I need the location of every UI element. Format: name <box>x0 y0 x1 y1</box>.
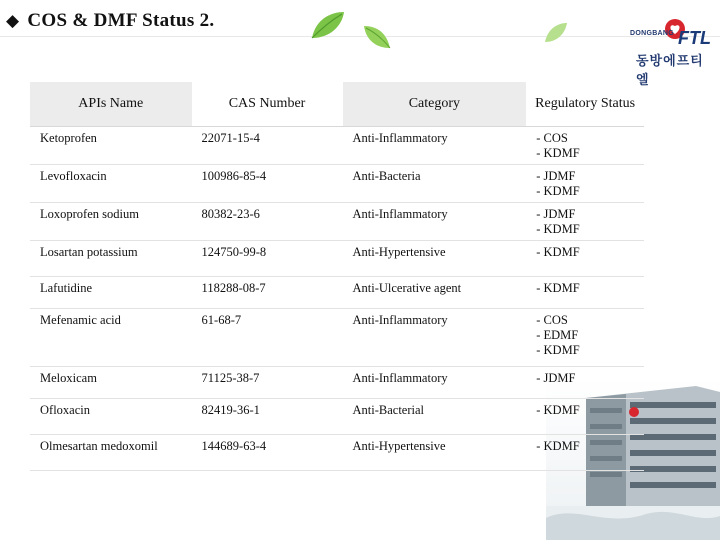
category-cell: Anti-Hypertensive <box>343 435 527 471</box>
logo-brand-kr: 동방에프티엘 <box>636 54 704 88</box>
status-entry: - JDMF <box>536 207 576 221</box>
api-name-cell: Levofloxacin <box>30 165 192 203</box>
api-name-cell: Mefenamic acid <box>30 309 192 367</box>
logo-brand-ftl: FTL <box>678 28 711 48</box>
cas-number-cell: 144689-63-4 <box>192 435 343 471</box>
status-entry: - KDMF <box>536 403 580 417</box>
status-entry: - COS <box>536 313 568 327</box>
table-header-row <box>30 82 644 127</box>
table-row <box>30 203 644 241</box>
status-entry: - KDMF <box>536 245 580 259</box>
header-apis-name: APIs Name <box>30 82 192 127</box>
status-entry: - COS <box>536 131 568 145</box>
leaf-icon <box>308 8 348 44</box>
category-cell: Anti-Bacteria <box>343 165 527 203</box>
regulatory-status-cell <box>526 127 644 165</box>
category-cell: Anti-Inflammatory <box>343 127 527 165</box>
table-row <box>30 165 644 203</box>
category-cell: Anti-Inflammatory <box>343 203 527 241</box>
diamond-bullet-icon: ◆ <box>6 11 20 30</box>
category-cell: Anti-Hypertensive <box>343 241 527 277</box>
cas-number-cell: 61-68-7 <box>192 309 343 367</box>
api-name-cell: Ofloxacin <box>30 399 192 435</box>
status-entry: - JDMF <box>536 169 576 183</box>
table-row <box>30 399 644 435</box>
status-entry: - KDMF <box>536 146 580 160</box>
api-name-cell: Ketoprofen <box>30 127 192 165</box>
header-regulatory-status: Regulatory Status <box>526 82 644 127</box>
cas-number-cell: 100986-85-4 <box>192 165 343 203</box>
category-cell: Anti-Inflammatory <box>343 367 527 399</box>
api-name-cell: Olmesartan medoxomil <box>30 435 192 471</box>
category-cell: Anti-Inflammatory <box>343 309 527 367</box>
api-name-cell: Meloxicam <box>30 367 192 399</box>
status-entry: - KDMF <box>536 343 580 357</box>
cas-number-cell: 71125-38-7 <box>192 367 343 399</box>
cas-number-cell: 80382-23-6 <box>192 203 343 241</box>
regulatory-status-cell <box>526 165 644 203</box>
regulatory-status-cell <box>526 399 644 435</box>
regulatory-status-cell <box>526 203 644 241</box>
status-entry: - KDMF <box>536 222 580 236</box>
header-category: Category <box>343 82 527 127</box>
slide-title-text: COS & DMF Status 2. <box>27 10 215 31</box>
status-entry: - KDMF <box>536 184 580 198</box>
header-cas-number: CAS Number <box>192 82 343 127</box>
status-entry: - KDMF <box>536 281 580 295</box>
status-entry: - JDMF <box>536 371 576 385</box>
table-row <box>30 277 644 309</box>
regulatory-status-cell <box>526 435 644 471</box>
category-cell: Anti-Ulcerative agent <box>343 277 527 309</box>
regulatory-status-cell <box>526 367 644 399</box>
cos-dmf-table <box>30 82 644 471</box>
cas-number-cell: 124750-99-8 <box>192 241 343 277</box>
cas-number-cell: 82419-36-1 <box>192 399 343 435</box>
api-name-cell: Loxoprofen sodium <box>30 203 192 241</box>
cas-number-cell: 118288-08-7 <box>192 277 343 309</box>
cas-number-cell: 22071-15-4 <box>192 127 343 165</box>
table-row <box>30 367 644 399</box>
leaf-icon <box>542 20 570 46</box>
table-row <box>30 127 644 165</box>
regulatory-status-cell <box>526 277 644 309</box>
regulatory-status-cell <box>526 241 644 277</box>
slide-title <box>6 10 214 32</box>
table-row <box>30 309 644 367</box>
category-cell: Anti-Bacterial <box>343 399 527 435</box>
table-row <box>30 435 644 471</box>
logo-brand-en: DONGBANG <box>630 30 675 37</box>
regulatory-status-cell <box>526 309 644 367</box>
status-entry: - KDMF <box>536 439 580 453</box>
leaf-icon <box>360 22 394 52</box>
status-entry: - EDMF <box>536 328 579 342</box>
table-row <box>30 241 644 277</box>
api-name-cell: Lafutidine <box>30 277 192 309</box>
api-name-cell: Losartan potassium <box>30 241 192 277</box>
